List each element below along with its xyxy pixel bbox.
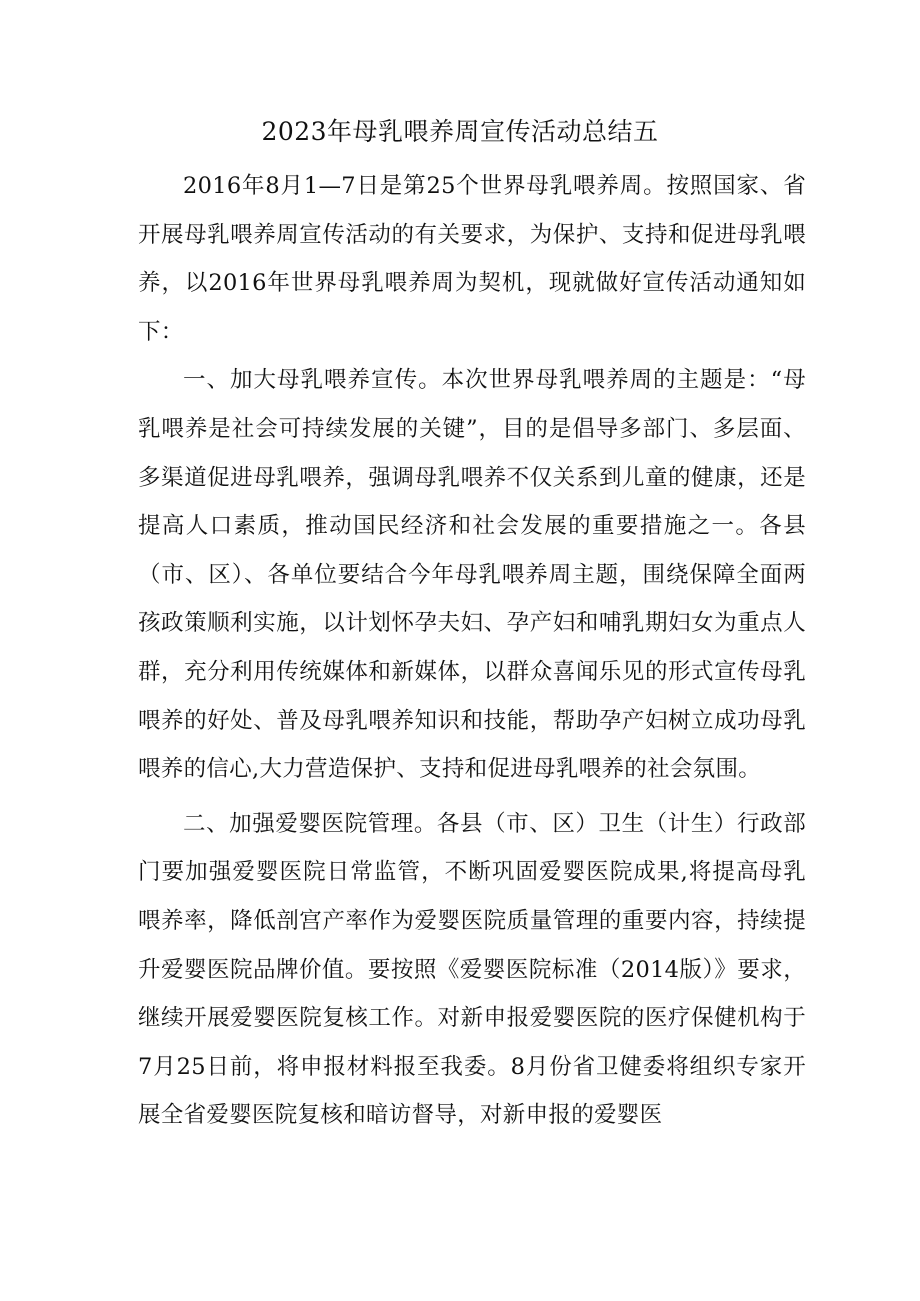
paragraph-intro: 2016年8月1—7日是第25个世界母乳喂养周。按照国家、省开展母乳喂养周宣传活动的有关要求，为保护、支持和促进母乳喂养，以2016年世界母乳喂养周为契机，现就做好宣传活动通知如下： <box>138 173 806 345</box>
paragraph-section-1: 一、加大母乳喂养宣传。本次世界母乳喂养周的主题是：“母乳喂养是社会可持续发展的关键”，目的是倡导多部门、多层面、多渠道促进母乳喂养，强调母乳喂养不仅关系到儿童的健康，还是提高人口素质，推动国民经济和社会发展的重要措施之一。各县（市、区）、各单位要结合今年母乳喂养周主题，围绕保障全面两孩政策顺利实施，以计划怀孕夫妇、孕产妇和哺乳期妇女为重点人群，充分利用传统媒体和新媒体，以群众喜闻乐见的形式宣传母乳喂养的好处、普及母乳喂养知识和技能，帮助孕产妇树立成功母乳喂养的信心,大力营造保护、支持和促进母乳喂养的社会氛围。 <box>138 367 806 783</box>
document-body <box>138 162 806 1140</box>
document-title: 2023年母乳喂养周宣传活动总结五 <box>261 117 659 146</box>
paragraph-section-2: 二、加强爱婴医院管理。各县（市、区）卫生（计生）行政部门要加强爱婴医院日常监管，不断巩固爱婴医院成果,将提高母乳喂养率，降低剖宫产率作为爱婴医院质量管理的重要内容，持续提升爱婴医院品牌价值。要按照《爱婴医院标准（2014版）》要求，继续开展爱婴医院复核工作。对新申报爱婴医院的医疗保健机构于7月25日前，将申报材料报至我委。8月份省卫健委将组织专家开展全省爱婴医院复核和暗访督导，对新申报的爱婴医 <box>138 810 806 1129</box>
